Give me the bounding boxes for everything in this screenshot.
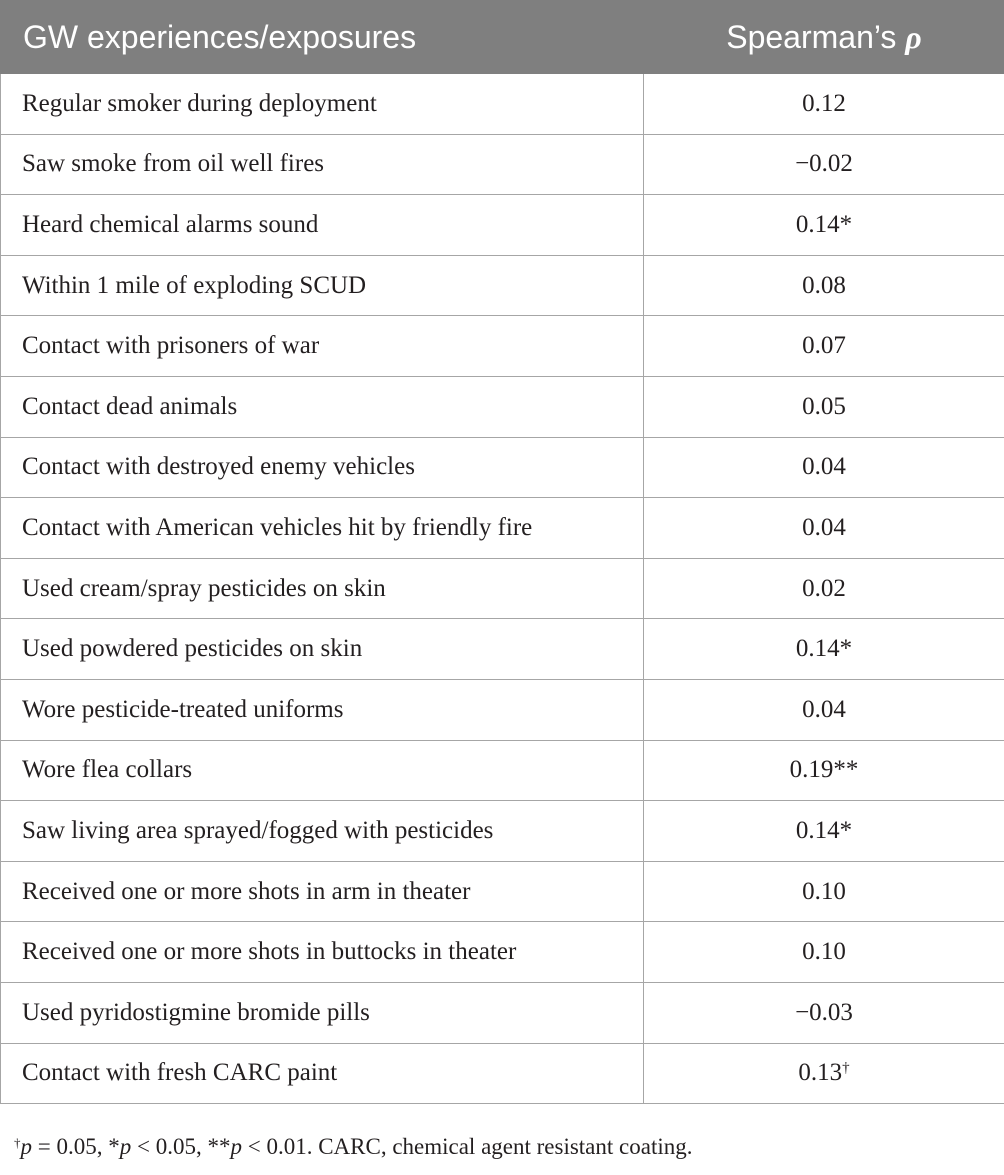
footnote-dagger: †: [14, 1135, 21, 1150]
exposure-label: Contact with fresh CARC paint: [1, 1043, 644, 1104]
spearman-value-cell: [644, 316, 1004, 377]
spearman-value-cell: [644, 376, 1004, 437]
table-row: [1, 982, 1004, 1043]
exposure-label: Contact dead animals: [1, 376, 644, 437]
table-row: [1, 861, 1004, 922]
spearman-value-cell: [644, 982, 1004, 1043]
exposure-label: Within 1 mile of exploding SCUD: [1, 255, 644, 316]
exposure-label: Saw smoke from oil well fires: [1, 134, 644, 195]
spearman-value-cell: [644, 558, 1004, 619]
footnote-p-2: p: [119, 1134, 132, 1159]
table-row: [1, 195, 1004, 256]
table-footnote: [14, 1134, 692, 1160]
spearman-value: 0.10: [802, 877, 846, 905]
exposure-label: Received one or more shots in buttocks in theater: [1, 922, 644, 983]
table-row: [1, 558, 1004, 619]
table-header: [1, 1, 1004, 74]
spearman-value: 0.19**: [789, 756, 859, 784]
exposure-label: Used pyridostigmine bromide pills: [1, 982, 644, 1043]
table-row: [1, 316, 1004, 377]
exposure-label: Used powdered pesticides on skin: [1, 619, 644, 680]
table-row: [1, 679, 1004, 740]
spearman-value: 0.05: [802, 392, 846, 420]
exposure-label: Contact with destroyed enemy vehicles: [1, 437, 644, 498]
spearman-value-cell: [644, 922, 1004, 983]
spearman-value-cell: [644, 1043, 1004, 1104]
footnote-text-3: < 0.01. CARC, chemical agent resistant coating.: [241, 1134, 693, 1159]
spearman-value: 0.14*: [795, 816, 853, 844]
spearman-value: −0.02: [795, 150, 853, 178]
exposure-label: Saw living area sprayed/fogged with pesticides: [1, 801, 644, 862]
exposure-label: Heard chemical alarms sound: [1, 195, 644, 256]
spearman-value: 0.04: [802, 453, 846, 481]
spearman-value: −0.03: [795, 998, 853, 1026]
spearman-value: 0.14*: [795, 635, 853, 663]
exposure-label: Contact with American vehicles hit by friendly fire: [1, 498, 644, 559]
spearman-value-cell: [644, 740, 1004, 801]
spearman-value-cell: [644, 679, 1004, 740]
table-row: [1, 922, 1004, 983]
table-row: [1, 801, 1004, 862]
spearman-value: 0.12: [802, 89, 846, 117]
table-row: [1, 1043, 1004, 1104]
spearman-value-cell: [644, 255, 1004, 316]
table-row: [1, 255, 1004, 316]
spearman-value-cell: [644, 498, 1004, 559]
spearman-value: 0.13: [798, 1059, 843, 1087]
table-row: [1, 74, 1004, 135]
spearman-value-cell: [644, 861, 1004, 922]
spearman-value-cell: [644, 134, 1004, 195]
spearman-value-cell: [644, 619, 1004, 680]
exposure-label: Wore flea collars: [1, 740, 644, 801]
table-row: [1, 437, 1004, 498]
footnote-text-1: = 0.05, *: [32, 1134, 120, 1159]
table-row: [1, 619, 1004, 680]
spearman-value: 0.10: [802, 938, 846, 966]
spearman-value-cell: [644, 801, 1004, 862]
table-row: [1, 376, 1004, 437]
footnote-p-3: p: [230, 1134, 242, 1159]
table-row: [1, 498, 1004, 559]
table-row: [1, 740, 1004, 801]
exposure-label: Used cream/spray pesticides on skin: [1, 558, 644, 619]
footnote-p-1: p: [20, 1134, 32, 1159]
table-row: [1, 134, 1004, 195]
significance-mark: †: [842, 1060, 850, 1077]
spearman-value: 0.04: [802, 513, 846, 541]
header-spearman-text: Spearman’s: [726, 18, 897, 55]
header-exposures: GW experiences/exposures: [1, 1, 644, 74]
spearman-value-cell: [644, 195, 1004, 256]
spearman-value: 0.02: [802, 574, 846, 602]
exposure-label: Regular smoker during deployment: [1, 74, 644, 135]
spearman-value: 0.04: [802, 695, 846, 723]
table-body: [1, 74, 1004, 1104]
spearman-value: 0.08: [802, 271, 846, 299]
footnote-text-2: < 0.05, **: [131, 1134, 231, 1159]
spearman-value: 0.14*: [795, 210, 853, 238]
exposure-label: Received one or more shots in arm in theater: [1, 861, 644, 922]
spearman-value: 0.07: [802, 332, 846, 360]
spearman-value-cell: [644, 74, 1004, 135]
exposure-label: Contact with prisoners of war: [1, 316, 644, 377]
header-spearman: [644, 1, 1004, 74]
exposure-label: Wore pesticide-treated uniforms: [1, 679, 644, 740]
spearman-value-cell: [644, 437, 1004, 498]
header-rho-symbol: ρ: [905, 18, 922, 55]
header-row: [1, 1, 1004, 74]
